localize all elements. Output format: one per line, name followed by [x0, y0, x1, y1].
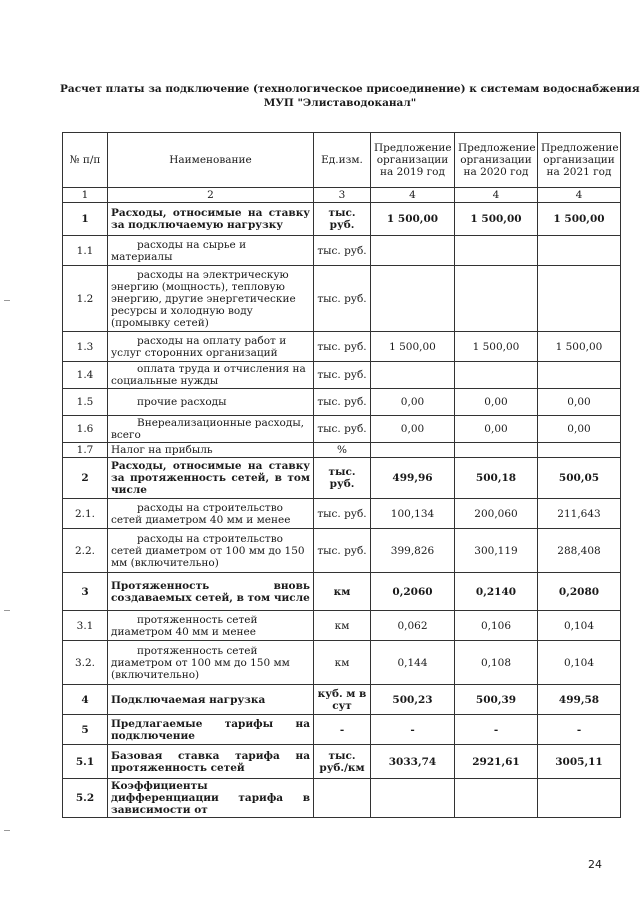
row-number: 4	[63, 685, 108, 715]
value-2019: -	[371, 715, 455, 745]
row-number: 2.1.	[63, 499, 108, 529]
row-unit: тыс. руб.	[314, 529, 371, 573]
value-2019	[371, 779, 455, 818]
row-number: 1.2	[63, 266, 108, 332]
row-number: 3	[63, 573, 108, 611]
value-2020: -	[455, 715, 538, 745]
value-2019: 0,00	[371, 389, 455, 416]
row-unit: тыс. руб.	[314, 236, 371, 266]
value-2020	[455, 266, 538, 332]
column-number: 3	[314, 188, 371, 203]
row-name: оплата труда и отчисления на социальные нужды	[108, 362, 314, 389]
row-number: 1	[63, 203, 108, 236]
row-unit: тыс. руб./км	[314, 745, 371, 779]
row-unit: км	[314, 573, 371, 611]
value-2020	[455, 362, 538, 389]
row-name: прочие расходы	[108, 389, 314, 416]
value-2021	[538, 266, 621, 332]
value-2021: 0,00	[538, 389, 621, 416]
value-2019: 399,826	[371, 529, 455, 573]
row-unit: тыс. руб.	[314, 362, 371, 389]
title-line-2: МУП "Элиставодоканал"	[263, 97, 417, 109]
row-unit: тыс. руб.	[314, 266, 371, 332]
value-2021: 3005,11	[538, 745, 621, 779]
table-row	[63, 685, 621, 715]
row-name: Коэффициенты дифференциации тарифа в зависимости от	[108, 779, 314, 818]
table-row	[63, 745, 621, 779]
value-2019: 500,23	[371, 685, 455, 715]
header-2019: Предложение организации на 2019 год	[371, 133, 455, 188]
value-2021: 211,643	[538, 499, 621, 529]
table-row	[63, 362, 621, 389]
value-2020: 1 500,00	[455, 332, 538, 362]
row-name: Подключаемая нагрузка	[108, 685, 314, 715]
value-2019: 499,96	[371, 458, 455, 499]
table-row	[63, 416, 621, 443]
value-2019: 1 500,00	[371, 203, 455, 236]
header-2020: Предложение организации на 2020 год	[455, 133, 538, 188]
header-row	[63, 133, 621, 188]
row-unit: тыс. руб.	[314, 389, 371, 416]
row-unit: тыс. руб.	[314, 416, 371, 443]
header-num: № п/п	[63, 133, 108, 188]
row-name: протяженность сетей диаметром 40 мм и менее	[108, 611, 314, 641]
row-name: расходы на строительство сетей диаметром 40 мм и менее	[108, 499, 314, 529]
row-name: расходы на оплату работ и услуг сторонних организаций	[108, 332, 314, 362]
row-number: 3.1	[63, 611, 108, 641]
value-2019: 0,00	[371, 416, 455, 443]
value-2021	[538, 362, 621, 389]
value-2021: 0,2080	[538, 573, 621, 611]
value-2020: 0,106	[455, 611, 538, 641]
value-2019: 100,134	[371, 499, 455, 529]
row-name: Расходы, относимые на ставку за подключаемую нагрузку	[108, 203, 314, 236]
row-unit: км	[314, 611, 371, 641]
value-2020: 0,108	[455, 641, 538, 685]
table-row	[63, 529, 621, 573]
row-unit: тыс. руб.	[314, 458, 371, 499]
row-name: расходы на строительство сетей диаметром от 100 мм до 150 мм (включительно)	[108, 529, 314, 573]
row-unit	[314, 779, 371, 818]
value-2021: 1 500,00	[538, 203, 621, 236]
value-2021: 0,104	[538, 611, 621, 641]
value-2020	[455, 236, 538, 266]
value-2019: 3033,74	[371, 745, 455, 779]
title-line-1: Расчет платы за подключение (технологическое присоединение) к системам водоснабжения	[60, 83, 640, 95]
row-unit: км	[314, 641, 371, 685]
value-2020	[455, 443, 538, 458]
table-row	[63, 389, 621, 416]
value-2020: 0,00	[455, 416, 538, 443]
table-row	[63, 458, 621, 499]
value-2020: 500,18	[455, 458, 538, 499]
value-2020: 300,119	[455, 529, 538, 573]
value-2021: 0,104	[538, 641, 621, 685]
value-2020: 200,060	[455, 499, 538, 529]
column-number: 1	[63, 188, 108, 203]
table-row	[63, 236, 621, 266]
table-row	[63, 779, 621, 818]
column-number-row	[63, 188, 621, 203]
value-2019: 0,2060	[371, 573, 455, 611]
value-2019: 0,062	[371, 611, 455, 641]
margin-mark	[4, 300, 10, 301]
table-row	[63, 203, 621, 236]
value-2021: 288,408	[538, 529, 621, 573]
value-2020: 0,2140	[455, 573, 538, 611]
margin-mark	[4, 610, 10, 611]
table-row	[63, 573, 621, 611]
header-2021: Предложение организации на 2021 год	[538, 133, 621, 188]
row-unit: %	[314, 443, 371, 458]
row-name: Налог на прибыль	[108, 443, 314, 458]
value-2020: 1 500,00	[455, 203, 538, 236]
table-row	[63, 641, 621, 685]
table-row	[63, 611, 621, 641]
row-name: Внереализационные расходы, всего	[108, 416, 314, 443]
row-unit: тыс. руб.	[314, 332, 371, 362]
table-row	[63, 332, 621, 362]
row-name: Предлагаемые тарифы на подключение	[108, 715, 314, 745]
column-number: 4	[538, 188, 621, 203]
value-2020	[455, 779, 538, 818]
row-unit: -	[314, 715, 371, 745]
row-number: 1.3	[63, 332, 108, 362]
row-number: 5.2	[63, 779, 108, 818]
column-number: 2	[108, 188, 314, 203]
value-2019: 1 500,00	[371, 332, 455, 362]
row-number: 2	[63, 458, 108, 499]
value-2021	[538, 236, 621, 266]
value-2021	[538, 779, 621, 818]
value-2021	[538, 443, 621, 458]
row-name: Расходы, относимые на ставку за протяженность сетей, в том числе	[108, 458, 314, 499]
row-number: 1.1	[63, 236, 108, 266]
value-2019	[371, 266, 455, 332]
value-2019	[371, 236, 455, 266]
row-number: 1.4	[63, 362, 108, 389]
row-number: 1.7	[63, 443, 108, 458]
value-2021: 0,00	[538, 416, 621, 443]
row-number: 5.1	[63, 745, 108, 779]
value-2021: 500,05	[538, 458, 621, 499]
column-number: 4	[371, 188, 455, 203]
header-name: Наименование	[108, 133, 314, 188]
table-row	[63, 266, 621, 332]
value-2019	[371, 443, 455, 458]
row-number: 3.2.	[63, 641, 108, 685]
table-row	[63, 499, 621, 529]
row-number: 1.6	[63, 416, 108, 443]
row-number: 1.5	[63, 389, 108, 416]
row-name: расходы на сырье и материалы	[108, 236, 314, 266]
row-name: расходы на электрическую энергию (мощность), тепловую энергию, другие энергетические ресурсы и холодную воду (промывку сетей)	[108, 266, 314, 332]
column-number: 4	[455, 188, 538, 203]
row-unit: тыс. руб.	[314, 499, 371, 529]
page-number: 24	[588, 858, 602, 871]
row-number: 2.2.	[63, 529, 108, 573]
value-2020: 2921,61	[455, 745, 538, 779]
row-name: Базовая ставка тарифа на протяженность сетей	[108, 745, 314, 779]
value-2019: 0,144	[371, 641, 455, 685]
tariff-table	[62, 132, 621, 818]
row-unit: куб. м в сут	[314, 685, 371, 715]
table-row	[63, 715, 621, 745]
header-unit: Ед.изм.	[314, 133, 371, 188]
table-row	[63, 443, 621, 458]
row-name: Протяженность вновь создаваемых сетей, в том числе	[108, 573, 314, 611]
row-unit: тыс. руб.	[314, 203, 371, 236]
value-2019	[371, 362, 455, 389]
row-name: протяженность сетей диаметром от 100 мм до 150 мм (включительно)	[108, 641, 314, 685]
value-2020: 0,00	[455, 389, 538, 416]
page-title	[60, 82, 640, 110]
value-2021: -	[538, 715, 621, 745]
value-2021: 1 500,00	[538, 332, 621, 362]
margin-mark	[4, 830, 10, 831]
value-2021: 499,58	[538, 685, 621, 715]
value-2020: 500,39	[455, 685, 538, 715]
row-number: 5	[63, 715, 108, 745]
